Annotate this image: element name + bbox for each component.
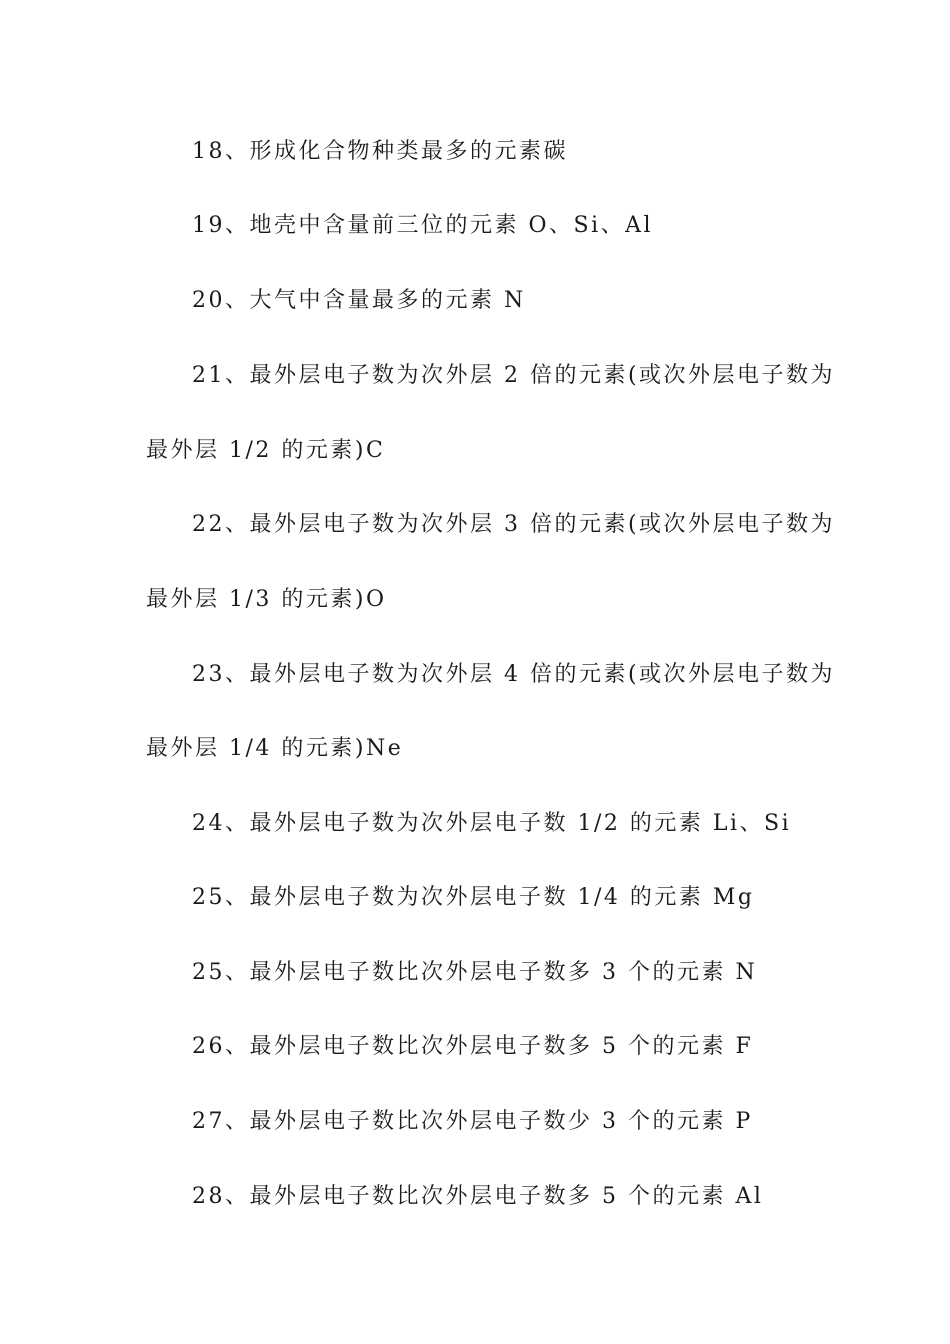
line-23: 23、最外层电子数为次外层 4 倍的元素(或次外层电子数为 xyxy=(192,662,836,687)
line-22-continued: 最外层 1/3 的元素)O xyxy=(146,587,387,612)
line-25a: 25、最外层电子数为次外层电子数 1/4 的元素 Mg xyxy=(192,885,755,910)
line-22: 22、最外层电子数为次外层 3 倍的元素(或次外层电子数为 xyxy=(192,512,836,537)
line-25b: 25、最外层电子数比次外层电子数多 3 个的元素 N xyxy=(192,960,758,985)
line-24: 24、最外层电子数为次外层电子数 1/2 的元素 Li、Si xyxy=(192,811,792,836)
line-21: 21、最外层电子数为次外层 2 倍的元素(或次外层电子数为 xyxy=(192,363,836,388)
line-28: 28、最外层电子数比次外层电子数多 5 个的元素 Al xyxy=(192,1184,764,1209)
line-27: 27、最外层电子数比次外层电子数少 3 个的元素 P xyxy=(192,1109,753,1134)
line-18: 18、形成化合物种类最多的元素碳 xyxy=(192,139,568,164)
line-21-continued: 最外层 1/2 的元素)C xyxy=(146,438,386,463)
line-23-continued: 最外层 1/4 的元素)Ne xyxy=(146,736,404,761)
line-19: 19、地壳中含量前三位的元素 O、Si、Al xyxy=(192,213,654,238)
line-26: 26、最外层电子数比次外层电子数多 5 个的元素 F xyxy=(192,1034,754,1059)
line-20: 20、大气中含量最多的元素 N xyxy=(192,288,526,313)
